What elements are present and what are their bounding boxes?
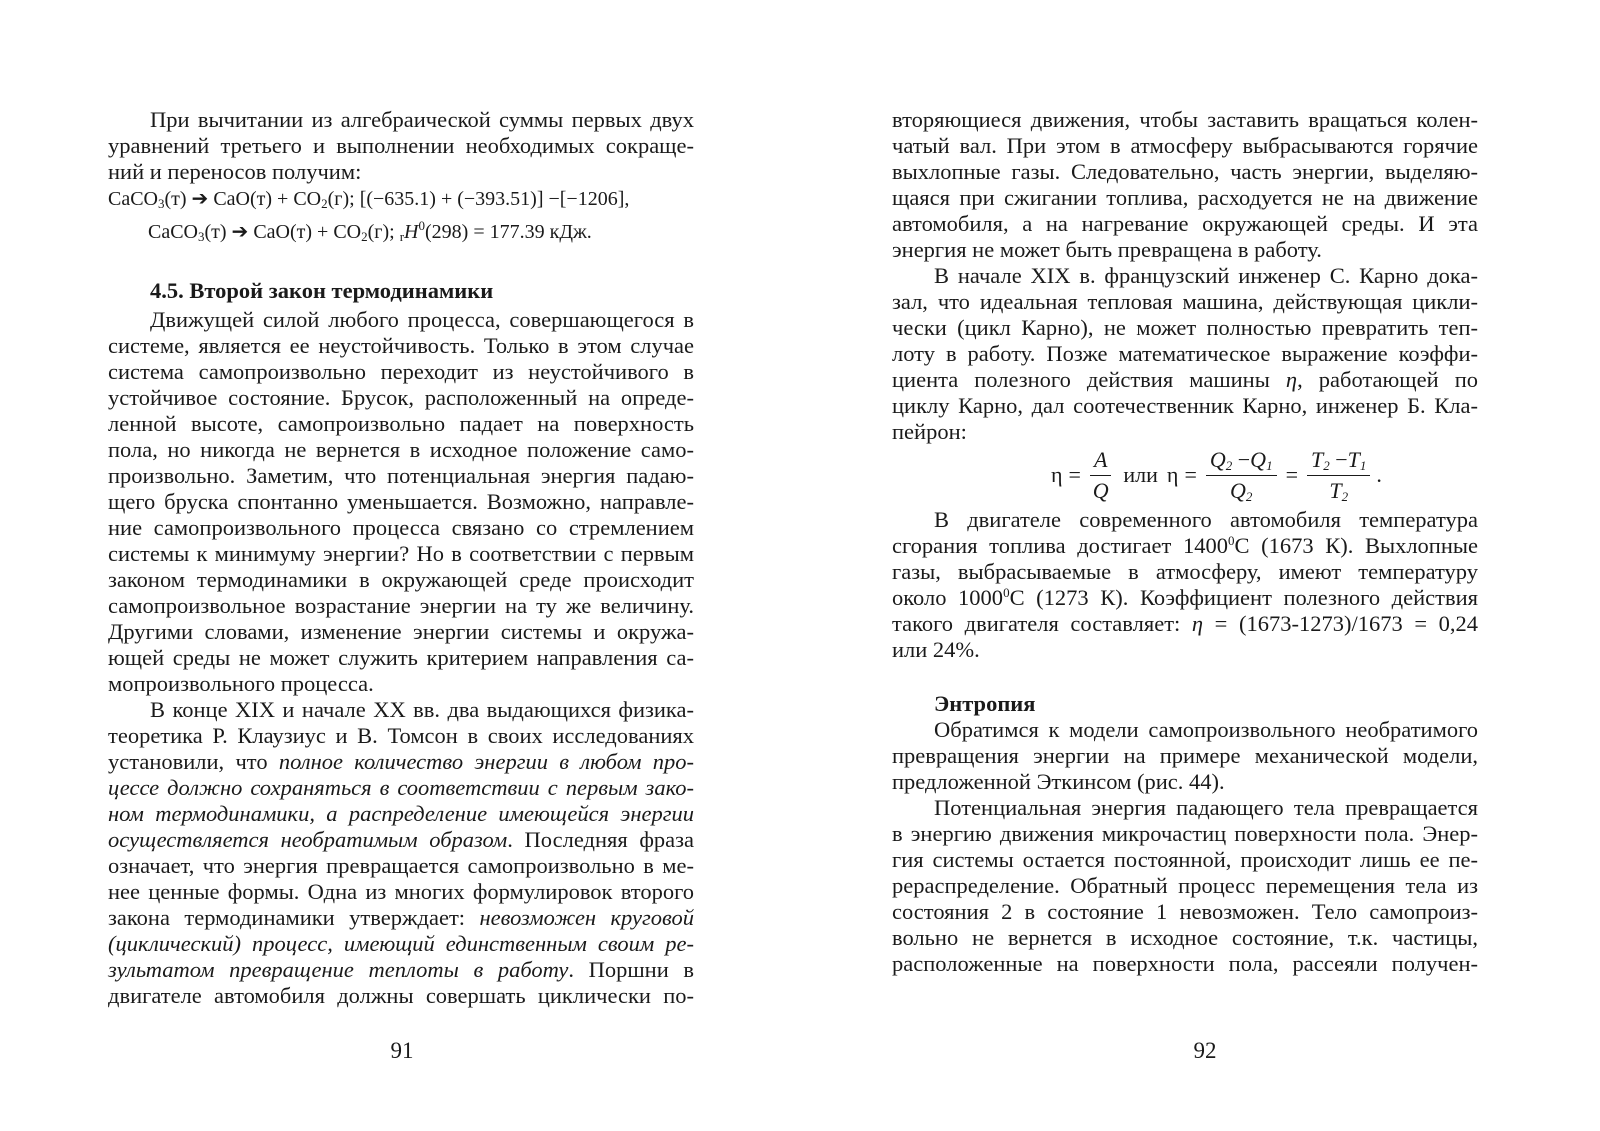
denominator: $T_2$ — [1329, 477, 1349, 504]
text-line: цессе должно сохраняться в соответствии с первым зако- — [108, 775, 694, 800]
text-line: В двигателе современного автомобиля температура — [934, 507, 1478, 532]
text-line: чатый вал. При этом в атмосферу выбрасываются горячие — [892, 133, 1478, 158]
text-line: закона термодинамики утверждает: невозможен круговой — [108, 905, 694, 930]
text-line: ний и переносов получим: — [108, 159, 362, 184]
text-line: уравнений третьего и выполнении необходимых сокраще- — [108, 133, 694, 158]
equation-line-2: CaCO$_3$(т) ➔ $CaO(т) + CO_2(г)$; $_rH^0(298) = 177.39$ кДж. — [148, 218, 592, 244]
page-number: 91 — [390, 1038, 414, 1063]
fraction-a-over-q — [1090, 447, 1111, 504]
text-line: нее ценные формы. Одна из многих формулировок второго — [108, 879, 694, 904]
section-heading: Энтропия — [934, 691, 1036, 716]
denominator: $Q_2$ — [1230, 477, 1253, 504]
text-line: предложенной Эткинсом (рис. 44). — [892, 769, 1225, 794]
clapeyron-formula — [1048, 443, 1382, 507]
text-line: системе, является ее неустойчивость. Только в этом случае — [108, 333, 694, 358]
text-line: зал, что идеальная тепловая машина, действующая цикли- — [892, 289, 1478, 314]
text-line: При вычитании из алгебраической суммы первых двух — [150, 107, 694, 132]
right-page — [800, 0, 1600, 1131]
text-line: циклу Карно, дал соотечественник Карно, инженер Б. Кла- — [892, 393, 1478, 418]
text-line: превращения энергии на примере механической модели, — [892, 743, 1478, 768]
text-line: пейрон: — [892, 419, 967, 444]
text-line: двигателе автомобиля должны совершать циклически по- — [108, 983, 694, 1008]
section-heading: 4.5. Второй закон термодинамики — [150, 278, 494, 303]
text-line: осуществляется необратимым образом. Последняя фраза — [108, 827, 695, 852]
text-line: щаяся при сжигании топлива, расходуется не на движение — [892, 185, 1478, 210]
formula-eta: η — [1051, 462, 1063, 487]
text-line: пола, но никогда не вернется в исходное положение само- — [108, 437, 694, 462]
text-line: лоту в работу. Позже математическое выражение коэффи- — [892, 341, 1478, 366]
text-line: самопроизвольное возрастание энергии на ту же величину. — [108, 593, 694, 618]
text-line: автомобиля, а на нагревание окружающей среды. И эта — [892, 211, 1478, 236]
text-line: произвольно. Заметим, что потенциальная энергия падаю- — [108, 463, 694, 488]
text-line: рераспределение. Обратный процесс перемещения тела из — [892, 873, 1478, 898]
text-line: зультатом превращение теплоты в работу. Поршни в — [108, 957, 694, 982]
equation-line-1: CaCO$_3$(т) ➔ $CaO(т) + CO_2(г)$; [(−635.1) + (−393.51)] −[−1206], — [108, 188, 630, 211]
text-line: состояния 2 в состояние 1 невозможен. Тело самопроиз- — [892, 899, 1478, 924]
denominator: Q — [1092, 477, 1109, 503]
numerator: $T_2 -T_1$ — [1307, 447, 1370, 476]
text-line: ном термодинамики, а распределение имеющейся энергии — [108, 801, 694, 826]
text-line: ленной высоте, самопроизвольно падает на поверхность — [108, 411, 694, 436]
text-line: В конце XIX и начале XX вв. два выдающихся физика- — [150, 697, 694, 722]
formula-or: или — [1123, 462, 1158, 487]
formula-equals: = — [1068, 462, 1081, 487]
text-line: вторяющиеся движения, чтобы заставить вращаться колен- — [892, 107, 1478, 132]
text-line: чески (цикл Карно), не может полностью превратить теп- — [892, 315, 1478, 340]
text-line: устойчивое состояние. Брусок, расположенный на опреде- — [108, 385, 694, 410]
text-line: ние самопроизвольного процесса связано со стремлением — [108, 515, 694, 540]
text-line: системы к минимуму энергии? Но в соответствии с первым — [108, 541, 694, 566]
formula-equals: = — [1285, 462, 1298, 487]
text-line: (циклический) процесс, имеющий единственным своим ре- — [108, 931, 694, 956]
text-line: около 1000$^0$С (1273 К). Коэффициент полезного действия — [892, 585, 1478, 610]
text-line: установили, что полное количество энергии в любом про- — [108, 749, 694, 774]
text-line: циента полезного действия машины η, работающей по — [892, 367, 1478, 392]
text-line: Обратимся к модели самопроизвольного необратимого — [934, 717, 1478, 742]
text-line: гия системы остается постоянной, происходит лишь ее пе- — [892, 847, 1478, 872]
text-line: означает, что энергия превращается самопроизвольно в ме- — [108, 853, 694, 878]
text-line: выхлопные газы. Следовательно, часть энергии, выделяю- — [892, 159, 1478, 184]
text-line: вольно не вернется в исходное состояние, т.к. частицы, — [892, 925, 1478, 950]
text-line: щего бруска спонтанно уменьшается. Возможно, направле- — [108, 489, 694, 514]
text-line: мопроизвольного процесса. — [108, 671, 374, 696]
text-line: энергия не может быть превращена в работу. — [892, 237, 1322, 262]
fraction-t-difference — [1307, 447, 1370, 504]
text-line: система самопроизвольно переходит из неустойчивого в — [108, 359, 694, 384]
text-line: Другими словами, изменение энергии системы и окружа- — [108, 619, 694, 644]
numerator: $Q_2 -Q_1$ — [1206, 447, 1277, 476]
text-line: Движущей силой любого процесса, совершающегося в — [150, 307, 694, 332]
text-line: такого двигателя составляет: η = (1673-1273)/1673 = 0,24 — [892, 611, 1479, 636]
text-line: сгорания топлива достигает 1400$^0$С (1673 К). Выхлопные — [892, 533, 1478, 558]
formula-eta: η — [1166, 462, 1179, 487]
text-line: или 24%. — [892, 637, 980, 662]
text-line: теоретика Р. Клаузиус и В. Томсон в своих исследованиях — [108, 723, 694, 748]
text-line: газы, выбрасываемые в атмосферу, имеют температуру — [892, 559, 1478, 584]
page-number: 92 — [1193, 1038, 1217, 1063]
numerator: A — [1090, 447, 1111, 476]
text-line: В начале XIX в. французский инженер С. Карно дока- — [934, 263, 1478, 288]
text-line: ющей среды не может служить критерием направления са- — [108, 645, 694, 670]
text-line: законом термодинамики в окружающей среде происходит — [108, 567, 694, 592]
text-line: Потенциальная энергия падающего тела превращается — [934, 795, 1478, 820]
formula-period: . — [1376, 462, 1382, 487]
fraction-q-difference — [1206, 447, 1277, 504]
formula-equals: = — [1184, 462, 1197, 487]
text-line: расположенные на поверхности пола, рассеяли получен- — [892, 951, 1478, 976]
text-line: в энергию движения микрочастиц поверхности пола. Энер- — [892, 821, 1478, 846]
